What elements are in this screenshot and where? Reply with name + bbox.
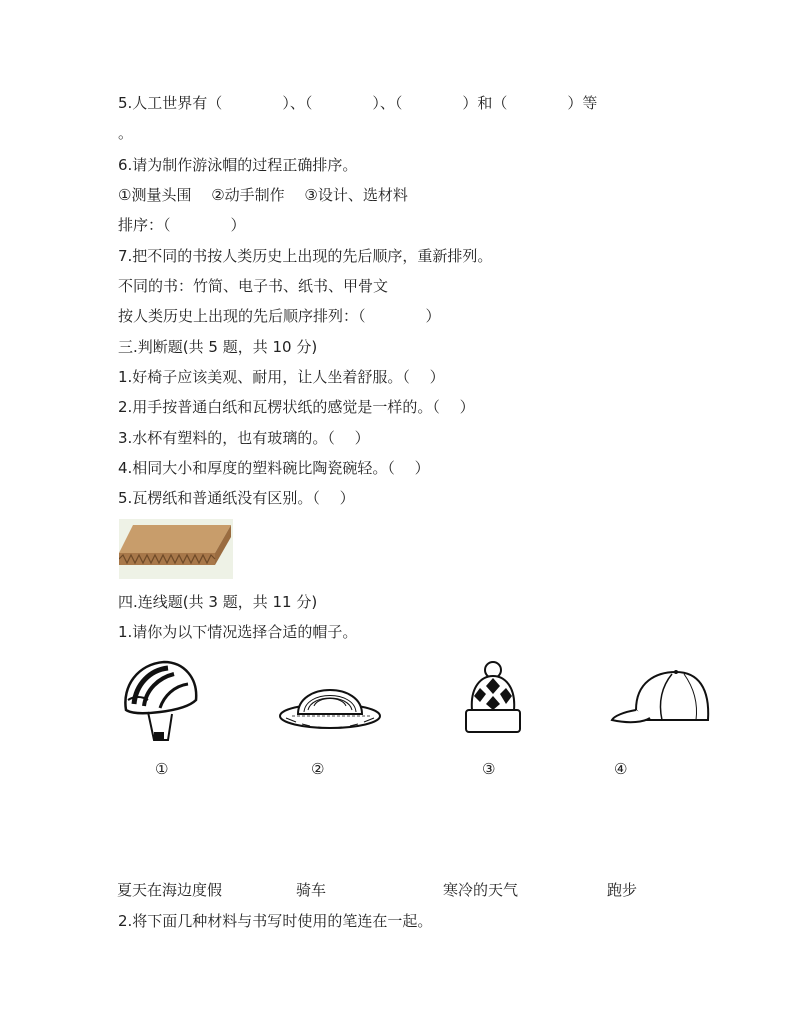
section-3-heading: 三.判断题(共 5 题，共 10 分) [118,338,318,356]
judge-item-3: 3.水杯有塑料的，也有玻璃的。（ ） [118,429,370,447]
situation-beach-vacation: 夏天在海边度假 [117,881,223,899]
hat-number-4: ④ [614,760,628,778]
corrugated-cardboard-image [119,519,233,579]
hat-number-1: ① [155,760,169,778]
question-7-books: 不同的书：竹简、电子书、纸书、甲骨文 [118,277,389,295]
question-6-title: 6.请为制作游泳帽的过程正确排序。 [118,156,358,174]
question-7-title: 7.把不同的书按人类历史上出现的先后顺序，重新排列。 [118,247,493,265]
judge-item-2: 2.用手按普通白纸和瓦楞状纸的感觉是一样的。（ ） [118,398,475,416]
judge-item-4: 4.相同大小和厚度的塑料碗比陶瓷碗轻。（ ） [118,459,430,477]
hat-number-2: ② [311,760,325,778]
winter-beanie-icon [462,660,524,740]
matching-question-2: 2.将下面几种材料与书写时使用的笔连在一起。 [118,912,433,930]
hat-number-3: ③ [482,760,496,778]
situation-cold-weather: 寒冷的天气 [443,881,519,899]
judge-item-1: 1.好椅子应该美观、耐用，让人坐着舒服。（ ） [118,368,445,386]
judge-item-5: 5.瓦楞纸和普通纸没有区别。（ ） [118,489,355,507]
situation-cycling: 骑车 [296,881,327,899]
question-6-options: ①测量头围 ②动手制作 ③设计、选材料 [118,186,408,204]
matching-question-1: 1.请你为以下情况选择合适的帽子。 [118,623,358,641]
situation-running: 跑步 [607,881,638,899]
question-7-answer: 按人类历史上出现的先后顺序排列：（ ） [118,307,441,325]
question-5-tail: 。 [118,124,134,142]
straw-sun-hat-icon [278,672,382,732]
bike-helmet-icon [120,656,202,746]
baseball-cap-icon [610,666,714,730]
section-4-heading: 四.连线题(共 3 题，共 11 分) [118,593,318,611]
question-5-text: 5.人工世界有（ ）、（ ）、（ ）和（ ）等 [118,94,598,112]
question-6-answer: 排序：（ ） [118,216,246,234]
